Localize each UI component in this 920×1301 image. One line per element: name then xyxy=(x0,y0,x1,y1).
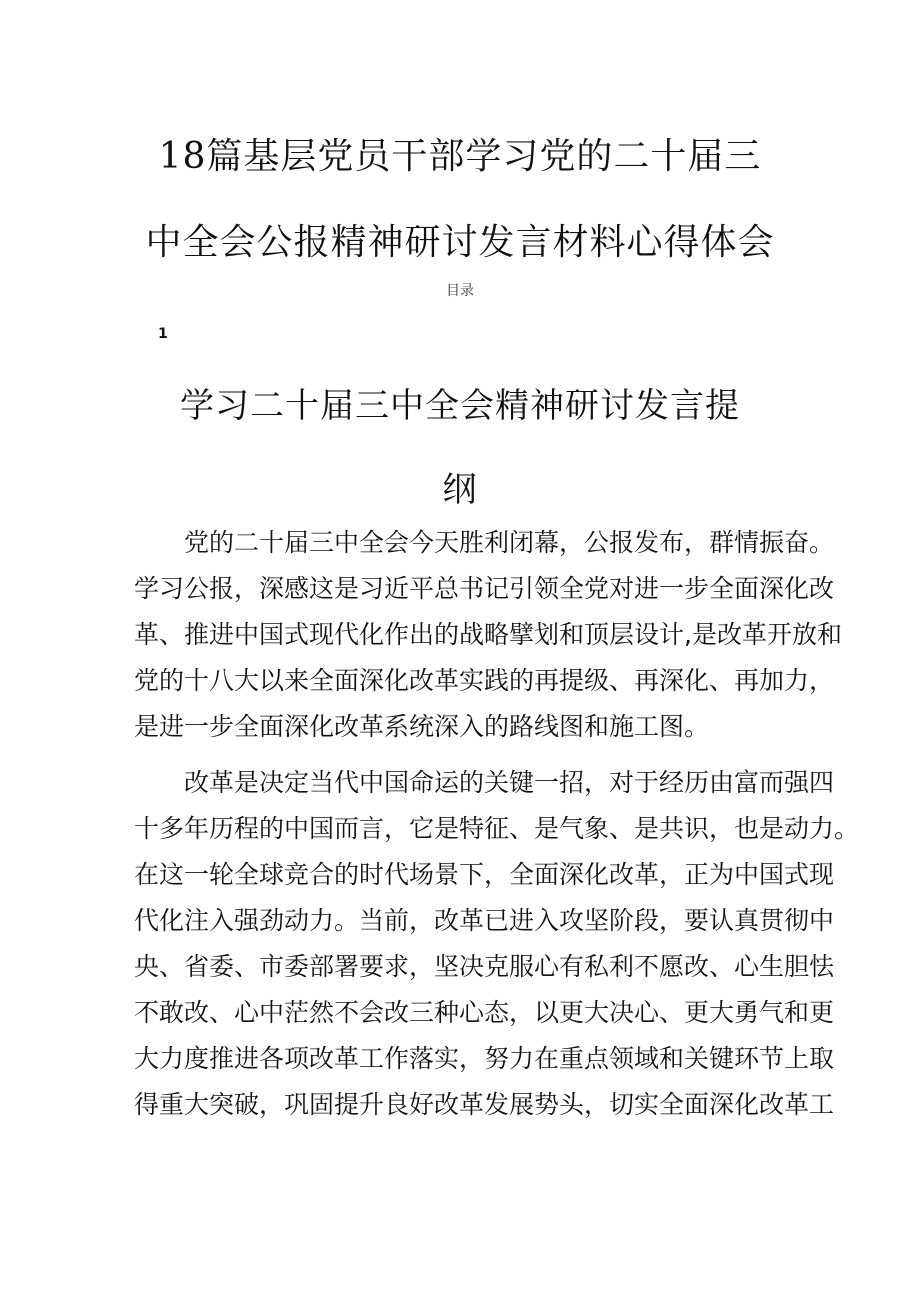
paragraph-line: 学习公报，深感这是习近平总书记引领全党对进一步全面深化改 xyxy=(134,574,835,603)
paragraph-line: 大力度推进各项改革工作落实，努力在重点领域和关键环节上取 xyxy=(134,1044,835,1073)
toc-number: 1 xyxy=(158,326,168,342)
section-title-line-1: 学习二十届三中全会精神研讨发言提 xyxy=(180,386,740,426)
paragraph-line: 代化注入强劲动力。当前，改革已进入攻坚阶段，要认真贯彻中 xyxy=(134,906,835,935)
paragraph-line: 党的二十届三中全会今天胜利闭幕，公报发布，群情振奋。 xyxy=(184,528,835,557)
section-title-line-2: 纲 xyxy=(442,470,478,510)
paragraph-2 xyxy=(134,760,860,1128)
document-title-line-2: 中全会公报精神研讨发言材料心得体会 xyxy=(145,222,775,263)
paragraph-line: 在这一轮全球竞合的时代场景下，全面深化改革，正为中国式现 xyxy=(134,860,835,889)
paragraph-line: 革、推进中国式现代化作出的战略擘划和顶层设计,是改革开放和 xyxy=(134,620,842,649)
paragraph-line: 不敢改、心中茫然不会改三种心态，以更大决心、更大勇气和更 xyxy=(134,998,835,1027)
paragraph-line: 是进一步全面深化改革系统深入的路线图和施工图。 xyxy=(134,712,710,741)
paragraph-1 xyxy=(134,520,842,750)
paragraph-line: 得重大突破，巩固提升良好改革发展势头，切实全面深化改革工 xyxy=(134,1090,835,1119)
paragraph-line: 十多年历程的中国而言，它是特征、是气象、是共识，也是动力。 xyxy=(134,814,860,843)
paragraph-line: 党的十八大以来全面深化改革实践的再提级、再深化、再加力， xyxy=(134,666,835,695)
document-title-line-1: 18篇基层党员干部学习党的二十届三 xyxy=(158,136,762,177)
paragraph-line: 央、省委、市委部署要求，坚决克服心有私利不愿改、心生胆怯 xyxy=(134,952,835,981)
paragraph-line: 改革是决定当代中国命运的关键一招，对于经历由富而强四 xyxy=(184,768,835,797)
toc-label: 目录 xyxy=(446,283,474,299)
